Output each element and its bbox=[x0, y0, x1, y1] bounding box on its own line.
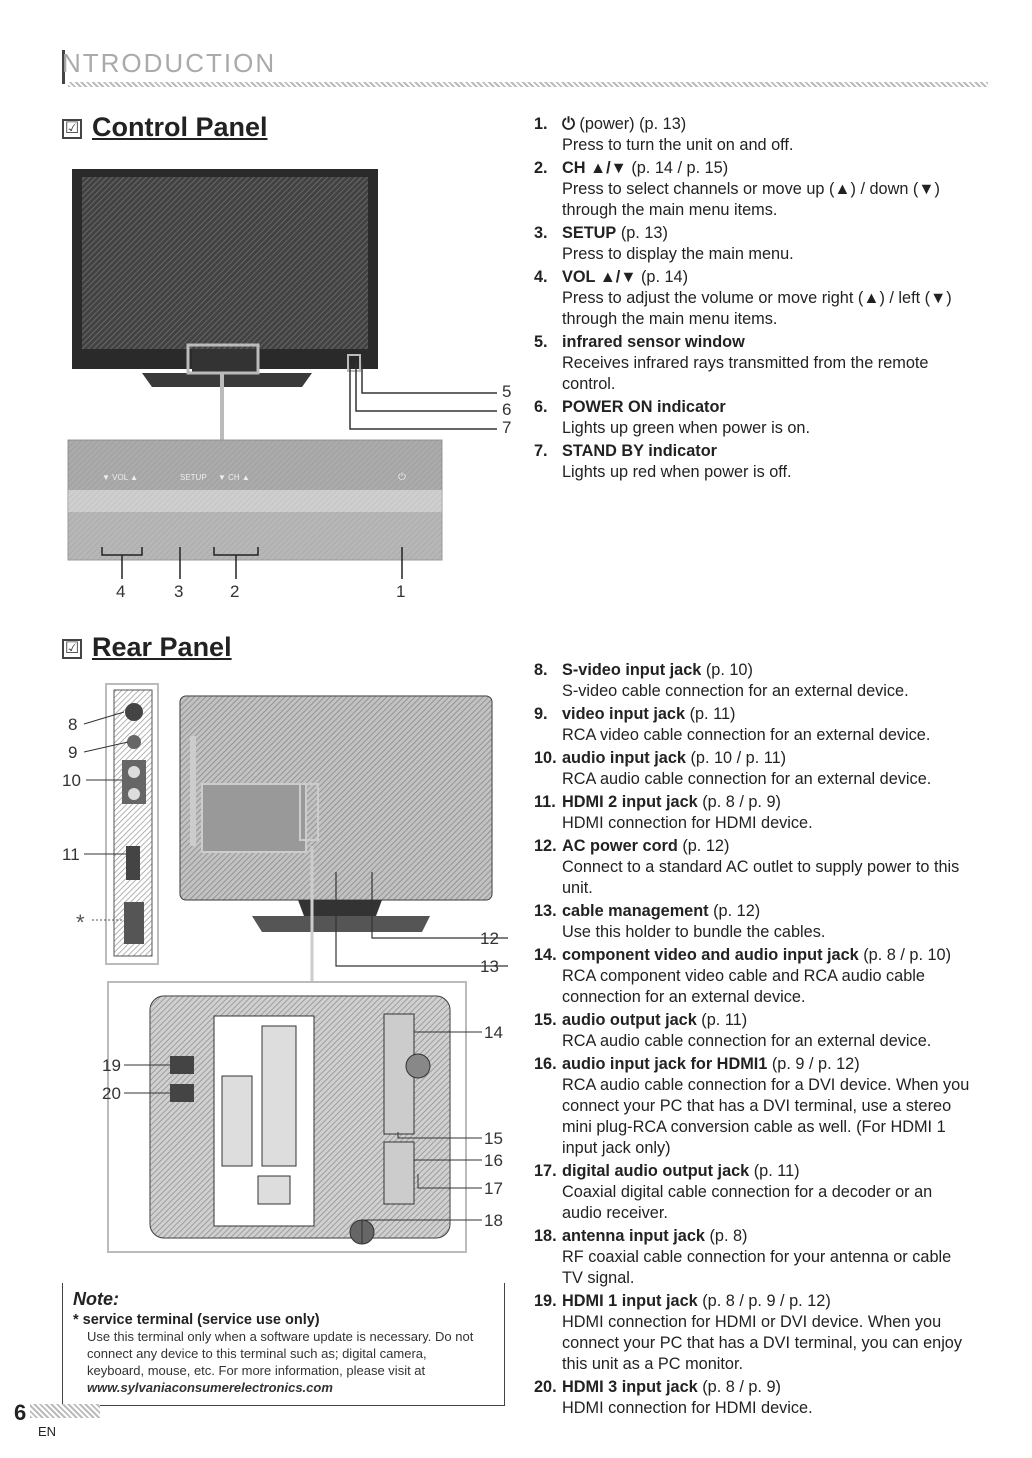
support-link[interactable]: www.sylvaniaconsumerelectronics.com bbox=[87, 1380, 333, 1395]
callout-3: 3 bbox=[174, 582, 184, 601]
list-item: 1. ⏻ (power) (p. 13) Press to turn the unit on and off. bbox=[534, 115, 794, 154]
rear-panel-list bbox=[534, 660, 974, 1421]
checkbox-icon: ☑ bbox=[62, 119, 82, 139]
list-item: 10. audio input jack (p. 10 / p. 11) RCA audio cable connection for an external device. bbox=[534, 749, 932, 788]
list-item: 19. HDMI 1 input jack (p. 8 / p. 9 / p. 12) HDMI connection for HDMI or DVI device. When you connect your PC that has a DVI terminal, you can enjoy this unit as a PC monitor. bbox=[534, 1292, 963, 1373]
note-title: Note: bbox=[73, 1289, 119, 1309]
control-panel-list bbox=[534, 114, 974, 485]
rear-panel-title: Rear Panel bbox=[92, 632, 232, 662]
callout-5: 5 bbox=[502, 382, 512, 401]
page-number-hatch bbox=[30, 1404, 100, 1418]
callout-10: 10 bbox=[62, 771, 81, 790]
callout-13: 13 bbox=[480, 957, 499, 976]
list-item: 9. video input jack (p. 11) RCA video cable connection for an external device. bbox=[534, 705, 931, 744]
language-code: EN bbox=[38, 1424, 57, 1439]
callout-6: 6 bbox=[502, 400, 512, 419]
control-panel-heading bbox=[62, 112, 268, 143]
panel-vol-label: ▼ VOL ▲ bbox=[102, 473, 138, 482]
callout-15: 15 bbox=[484, 1129, 503, 1148]
list-item: 5. infrared sensor window Receives infrared rays transmitted from the remote control. bbox=[534, 333, 929, 393]
checkbox-icon: ☑ bbox=[62, 639, 82, 659]
section-header: NTRODUCTION bbox=[62, 48, 277, 78]
callout-19: 19 bbox=[102, 1056, 121, 1075]
list-item: 2. CH ▲/▼ (p. 14 / p. 15) Press to select channels or move up (▲) / down (▼) through the main menu items. bbox=[534, 159, 940, 219]
list-item: 14. component video and audio input jack (p. 8 / p. 10) RCA component video cable and RCA audio cable connection for an external device. bbox=[534, 946, 952, 1006]
callout-star: * bbox=[76, 910, 85, 935]
callout-20: 20 bbox=[102, 1084, 121, 1103]
panel-setup-label: SETUP bbox=[180, 473, 207, 482]
callout-8: 8 bbox=[68, 715, 78, 734]
callout-2: 2 bbox=[230, 582, 240, 601]
callout-18: 18 bbox=[484, 1211, 503, 1230]
list-item: 13. cable management (p. 12) Use this holder to bundle the cables. bbox=[534, 902, 826, 941]
control-panel-title: Control Panel bbox=[92, 112, 268, 142]
list-item: 16. audio input jack for HDMI1 (p. 9 / p. 12) RCA audio cable connection for a DVI device. When you connect your PC that has a DVI terminal, use a stereo mini plug-RCA conversion cable as well. (For HDMI 1 input jack only) bbox=[534, 1055, 970, 1157]
page-number: 6 bbox=[14, 1400, 27, 1425]
callout-11: 11 bbox=[62, 845, 80, 864]
callout-17: 17 bbox=[484, 1179, 503, 1198]
list-item: 12. AC power cord (p. 12) Connect to a standard AC outlet to supply power to this unit. bbox=[534, 837, 960, 897]
callout-1: 1 bbox=[396, 582, 406, 601]
list-item: 17. digital audio output jack (p. 11) Coaxial digital cable connection for a decoder or an audio receiver. bbox=[534, 1162, 933, 1222]
list-item: 8. S-video input jack (p. 10) S-video cable connection for an external device. bbox=[534, 661, 909, 700]
callout-14: 14 bbox=[484, 1023, 503, 1042]
callout-16: 16 bbox=[484, 1151, 503, 1170]
header-rule bbox=[68, 82, 988, 87]
list-item: 4. VOL ▲/▼ (p. 14) Press to adjust the volume or move right (▲) / left (▼) through the main menu items. bbox=[534, 268, 952, 328]
note-body: Use this terminal only when a software update is necessary. Do not connect any device to this terminal such as; digital camera, keyboard, mouse, etc. For more information, please visit at www.sylvaniaconsumerelectronics.com bbox=[87, 1329, 474, 1395]
callout-4: 4 bbox=[116, 582, 126, 601]
note-heading: * service terminal (service use only) bbox=[73, 1312, 320, 1328]
note-box bbox=[62, 1283, 505, 1406]
list-item: 11. HDMI 2 input jack (p. 8 / p. 9) HDMI connection for HDMI device. bbox=[534, 793, 813, 832]
tv-stand bbox=[142, 373, 312, 387]
panel-power-label: ⏻ bbox=[398, 472, 406, 483]
list-item: 20. HDMI 3 input jack (p. 8 / p. 9) HDMI connection for HDMI device. bbox=[534, 1378, 813, 1417]
rear-panel-heading bbox=[62, 632, 232, 663]
callout-12: 12 bbox=[480, 929, 499, 948]
list-item: 18. antenna input jack (p. 8) RF coaxial cable connection for your antenna or cable TV signal. bbox=[534, 1227, 952, 1287]
callout-9: 9 bbox=[68, 743, 78, 762]
list-item: 3. SETUP (p. 13) Press to display the main menu. bbox=[534, 224, 794, 263]
list-item: 6. POWER ON indicator Lights up green when power is on. bbox=[534, 398, 810, 437]
rear-panel-figure bbox=[62, 676, 522, 1280]
callout-7: 7 bbox=[502, 418, 512, 437]
list-item: 7. STAND BY indicator Lights up red when power is off. bbox=[534, 442, 792, 481]
list-item: 15. audio output jack (p. 11) RCA audio cable connection for an external device. bbox=[534, 1011, 932, 1050]
panel-ch-label: ▼ CH ▲ bbox=[218, 473, 250, 482]
control-panel-figure bbox=[62, 165, 512, 605]
